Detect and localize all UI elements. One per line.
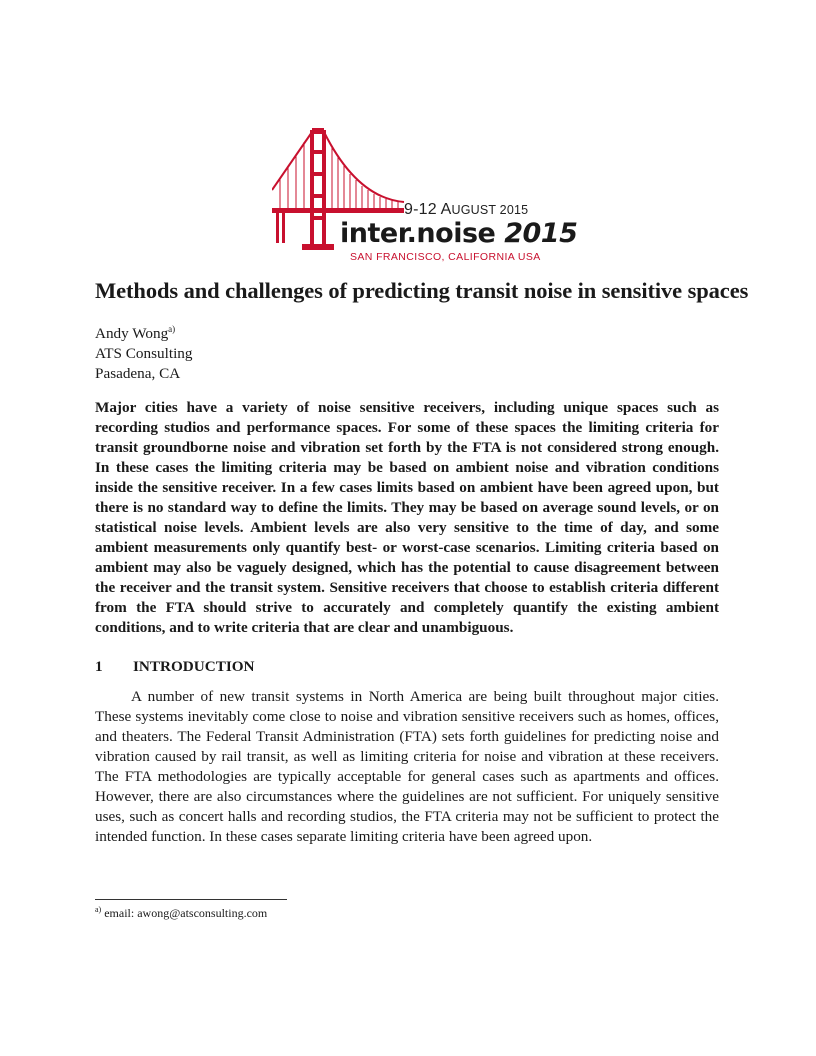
- conference-date: 9-12 AUGUST 2015: [404, 201, 529, 218]
- intro-paragraph: A number of new transit systems in North America are being built throughout major cities. These systems inevitably come close to noise and vibration sensitive receivers such as homes, offices, and theaters. The Federal Transit Administration (FTA) sets forth guidelines for predicting noise and vibration caused by rail transit, as well as limiting criteria for noise and vibration at these receivers. The FTA methodologies are typically acceptable for general cases such as apartments and offices. However, there are also circumstances where the guidelines are not sufficient. For uniquely sensitive uses, such as concert halls and recording studios, the FTA criteria may not be sufficient to protect the intended function. In these cases separate limiting criteria have been agreed upon.: [95, 688, 719, 845]
- conference-brand: [340, 218, 577, 249]
- author-footnote-mark: a): [168, 323, 176, 334]
- conference-location: SAN FRANCISCO, CALIFORNIA USA: [350, 251, 541, 263]
- footnote-text: email: awong@atsconsulting.com: [104, 906, 268, 920]
- section-number: 1: [95, 658, 103, 675]
- author-name: Andy Wong$^{a)}$: [95, 323, 176, 342]
- abstract: Major cities have a variety of noise sensitive receivers, including unique spaces such as recording studios and performance spaces. For some of these spaces the limiting criteria for transit groundborne noise and vibration set forth by the FTA is not considered strong enough. In these cases the limiting criteria may be based on ambient noise and vibration conditions inside the sensitive receiver. In a few cases limits based on ambient have been agreed upon, but there is no standard way to define the limits. They may be based on average sound levels, or on statistical noise levels. Ambient levels are also very sensitive to the time of day, and some ambient measurements only quantify best- or worst-case scenarios. Limiting criteria based on ambient may also be vaguely designed, which has the potential to cause disagreement between the receiver and the transit system. Sensitive receivers that choose to establish criteria different from the FTA should strive to accurately and completely quantify the existing ambient conditions, and to write criteria that are clear and unambiguous.: [95, 399, 719, 636]
- footnote: [95, 905, 267, 921]
- section-title: INTRODUCTION: [133, 658, 255, 675]
- brand-name: inter.noise: [340, 218, 496, 249]
- author-affiliation: ATS Consulting: [95, 345, 193, 362]
- paper-title: Methods and challenges of predicting transit noise in sensitive spaces: [95, 278, 749, 303]
- author-block: [95, 324, 192, 384]
- section-heading: [95, 658, 255, 676]
- footnote-divider: [95, 899, 287, 900]
- brand-year: 2015: [504, 218, 578, 249]
- footnote-mark: a): [95, 905, 102, 914]
- author-location: Pasadena, CA: [95, 365, 181, 382]
